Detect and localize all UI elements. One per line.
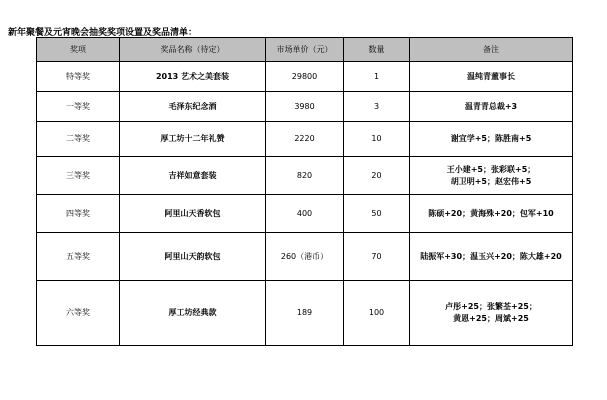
award-cell: 二等奖	[37, 122, 120, 157]
prize-name-cell: 2013 艺术之美套装	[120, 62, 266, 92]
quantity-cell: 100	[344, 281, 410, 346]
note-cell	[410, 281, 573, 346]
prize-name-cell: 吉祥如意套装	[120, 157, 266, 195]
table-row	[37, 62, 573, 92]
header-quantity: 数量	[344, 38, 410, 62]
note-cell	[410, 92, 573, 122]
header-note: 备注	[410, 38, 573, 62]
quantity-cell: 50	[344, 195, 410, 233]
unit-price-cell: 189	[266, 281, 344, 346]
header-unit-price: 市场单价（元）	[266, 38, 344, 62]
note-line: 卢彤+25；张繁荃+25；	[445, 302, 537, 311]
prize-name-cell: 毛泽东纪念酒	[120, 92, 266, 122]
quantity-cell: 20	[344, 157, 410, 195]
quantity-cell: 3	[344, 92, 410, 122]
note-line: 陆振军+30；温玉兴+20；陈大雄+20	[420, 251, 562, 261]
table-row	[37, 157, 573, 195]
unit-price-cell: 820	[266, 157, 344, 195]
unit-price-cell: 400	[266, 195, 344, 233]
table-row	[37, 233, 573, 281]
note-cell	[410, 122, 573, 157]
award-cell: 特等奖	[37, 62, 120, 92]
table-row	[37, 92, 573, 122]
table-header-row	[37, 38, 573, 62]
note-cell	[410, 233, 573, 281]
note-line: 谢宜学+5；陈胜南+5	[450, 134, 532, 143]
quantity-cell: 70	[344, 233, 410, 281]
header-prize-name: 奖品名称（待定）	[120, 38, 266, 62]
note-line: 胡卫明+5；赵宏伟+5	[450, 176, 532, 186]
quantity-cell: 1	[344, 62, 410, 92]
note-line: 黄恩+25；周斌+25	[453, 314, 529, 323]
document-title: 新年聚餐及元宵晚会抽奖奖项设置及奖品清单：	[8, 28, 198, 38]
award-cell: 一等奖	[37, 92, 120, 122]
prize-table	[36, 37, 573, 346]
note-line: 温青青总裁+3	[464, 101, 518, 111]
note-cell	[410, 157, 573, 195]
prize-name-cell: 阿里山天香软包	[120, 195, 266, 233]
award-cell: 六等奖	[37, 281, 120, 346]
table-row	[37, 281, 573, 346]
table-row	[37, 195, 573, 233]
note-line: 温纯青董事长	[467, 71, 515, 81]
table-row	[37, 122, 573, 157]
prize-name-cell: 厚工坊十二年礼赞	[120, 122, 266, 157]
quantity-cell: 10	[344, 122, 410, 157]
note-line: 王小建+5；张彩联+5；	[446, 164, 536, 174]
award-cell: 三等奖	[37, 157, 120, 195]
prize-name-cell: 阿里山天韵软包	[120, 233, 266, 281]
unit-price-cell: 260（港币）	[266, 233, 344, 281]
note-cell	[410, 62, 573, 92]
award-cell: 五等奖	[37, 233, 120, 281]
unit-price-cell: 2220	[266, 122, 344, 157]
note-cell	[410, 195, 573, 233]
header-award: 奖项	[37, 38, 120, 62]
unit-price-cell: 29800	[266, 62, 344, 92]
note-line: 陈硕+20；黄海殊+20；包军+10	[428, 208, 554, 218]
unit-price-cell: 3980	[266, 92, 344, 122]
prize-name-cell: 厚工坊经典款	[120, 281, 266, 346]
award-cell: 四等奖	[37, 195, 120, 233]
